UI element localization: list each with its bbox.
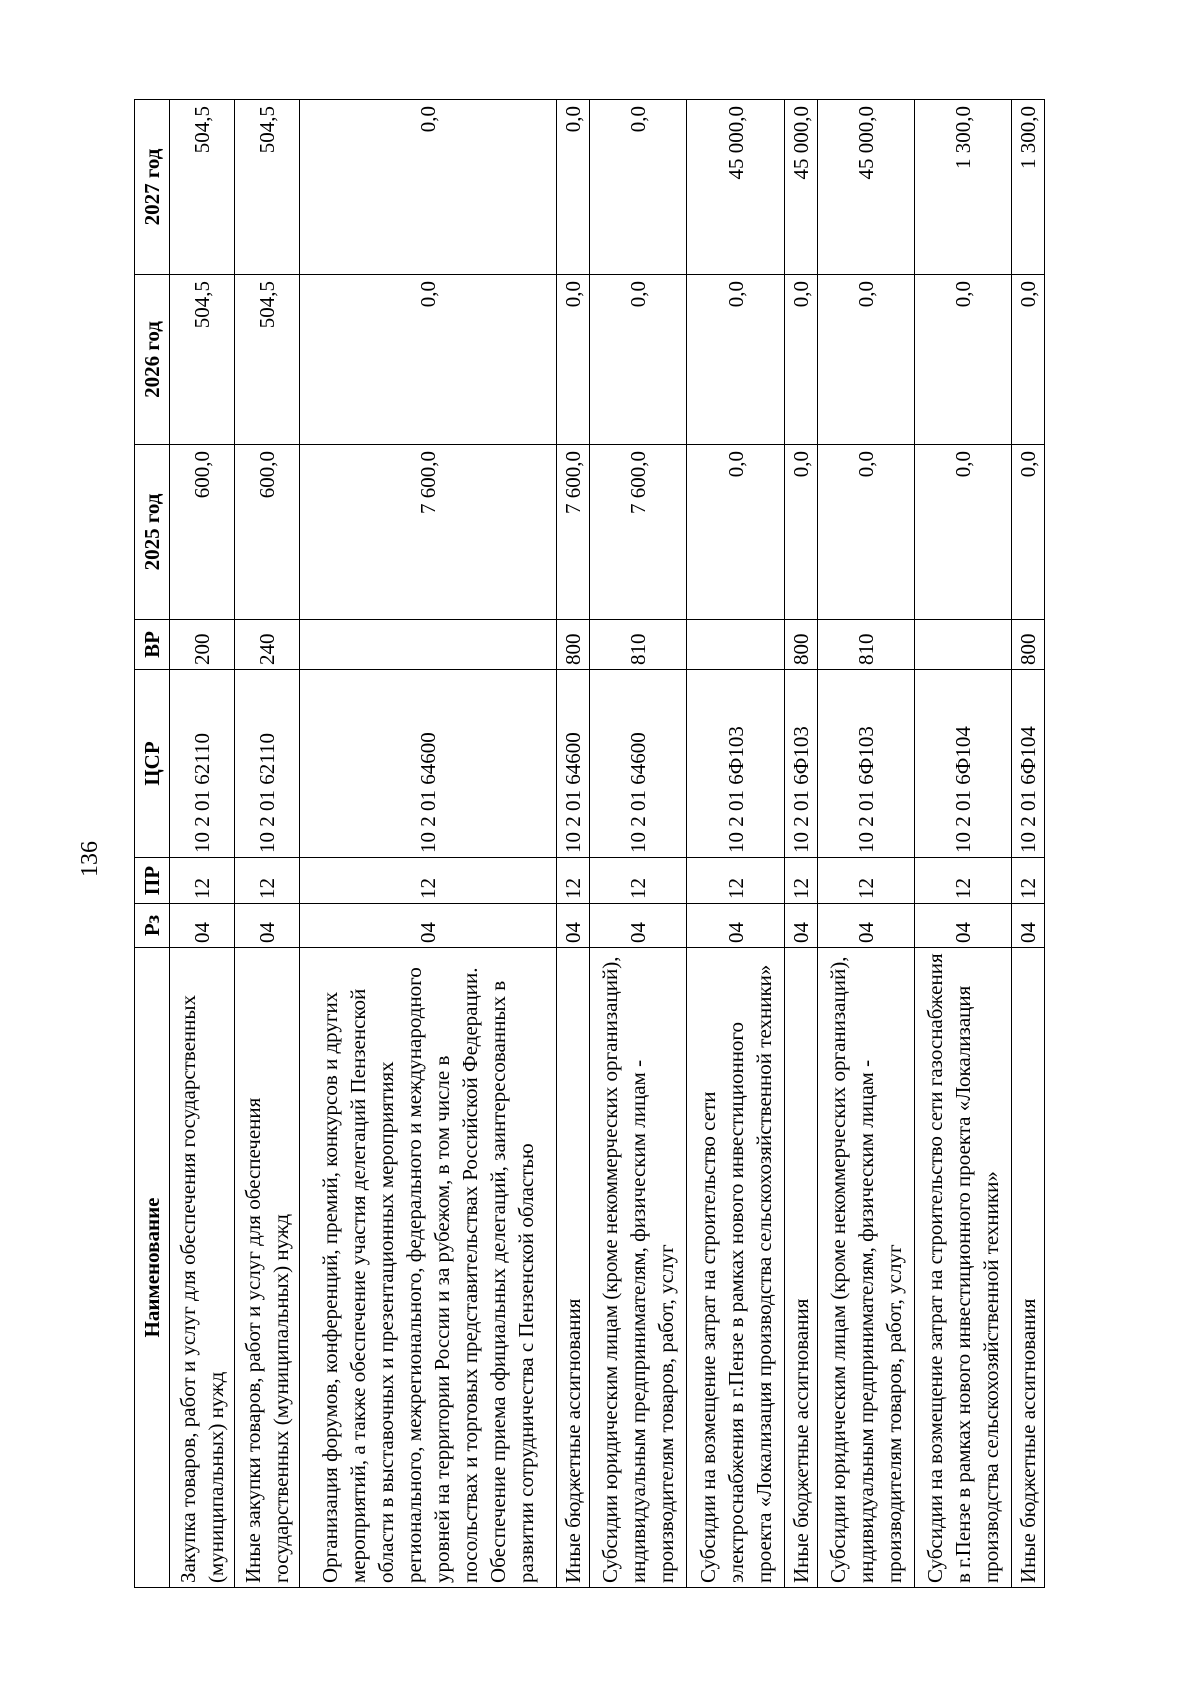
cell-csr: 10 2 01 6Ф104 xyxy=(914,670,1011,858)
cell-pr: 12 xyxy=(784,858,817,904)
cell-name: Иные бюджетные ассигнования xyxy=(784,948,817,1588)
header-row xyxy=(135,100,170,1588)
cell-2025: 0,0 xyxy=(784,445,817,620)
cell-name: Субсидии на возмещение затрат на строительство сети электроснабжения в г.Пензе в рамках нового инвестиционного проекта «Локализация производства сельскохозяйственной техники» xyxy=(687,948,784,1588)
cell-2026: 0,0 xyxy=(557,275,590,445)
cell-2027: 1 300,0 xyxy=(1011,100,1044,275)
cell-rz: 04 xyxy=(557,904,590,948)
cell-pr: 12 xyxy=(687,858,784,904)
table-row xyxy=(557,100,590,1588)
header-vr: ВР xyxy=(135,620,170,670)
cell-name: Субсидии юридическим лицам (кроме некоммерческих организаций), индивидуальным предпринимателям, физическим лицам - производителям товаров, работ, услуг xyxy=(590,948,687,1588)
header-csr: ЦСР xyxy=(135,670,170,858)
cell-2027: 45 000,0 xyxy=(687,100,784,275)
cell-name: Субсидии на возмещение затрат на строительство сети газоснабжения в г.Пензе в рамках нового инвестиционного проекта «Локализация производства сельскохозяйственной техники» xyxy=(914,948,1011,1588)
cell-rz: 04 xyxy=(784,904,817,948)
cell-csr: 10 2 01 62110 xyxy=(235,670,300,858)
cell-vr: 240 xyxy=(235,620,300,670)
cell-rz: 04 xyxy=(687,904,784,948)
cell-csr: 10 2 01 64600 xyxy=(590,670,687,858)
cell-2027: 0,0 xyxy=(557,100,590,275)
table-row xyxy=(170,100,235,1588)
cell-2027: 0,0 xyxy=(590,100,687,275)
cell-csr: 10 2 01 6Ф103 xyxy=(687,670,784,858)
cell-pr: 12 xyxy=(300,858,557,904)
table-row xyxy=(784,100,817,1588)
table-row xyxy=(914,100,1011,1588)
cell-2026: 0,0 xyxy=(300,275,557,445)
cell-pr: 12 xyxy=(914,858,1011,904)
cell-csr: 10 2 01 6Ф104 xyxy=(1011,670,1044,858)
cell-vr: 200 xyxy=(170,620,235,670)
header-2026: 2026 год xyxy=(135,275,170,445)
cell-2025: 0,0 xyxy=(914,445,1011,620)
cell-2027: 504,5 xyxy=(170,100,235,275)
table-row xyxy=(235,100,300,1588)
cell-2025: 7 600,0 xyxy=(557,445,590,620)
cell-name: Субсидии юридическим лицам (кроме некоммерческих организаций), индивидуальным предпринимателям, физическим лицам - производителям товаров, работ, услуг xyxy=(817,948,914,1588)
cell-rz: 04 xyxy=(817,904,914,948)
cell-2027: 0,0 xyxy=(300,100,557,275)
header-2027: 2027 год xyxy=(135,100,170,275)
cell-2026: 0,0 xyxy=(914,275,1011,445)
cell-2026: 504,5 xyxy=(170,275,235,445)
header-rz: Рз xyxy=(135,904,170,948)
cell-2025: 7 600,0 xyxy=(300,445,557,620)
page-number: 136 xyxy=(77,841,103,877)
header-pr: ПР xyxy=(135,858,170,904)
cell-2026: 0,0 xyxy=(817,275,914,445)
cell-2026: 0,0 xyxy=(1011,275,1044,445)
cell-name: Иные бюджетные ассигнования xyxy=(1011,948,1044,1588)
cell-csr: 10 2 01 62110 xyxy=(170,670,235,858)
cell-name: Иные закупки товаров, работ и услуг для обеспечения государственных (муниципальных) нужд xyxy=(235,948,300,1588)
cell-vr xyxy=(687,620,784,670)
cell-csr: 10 2 01 6Ф103 xyxy=(817,670,914,858)
cell-rz: 04 xyxy=(590,904,687,948)
cell-rz: 04 xyxy=(170,904,235,948)
cell-vr xyxy=(914,620,1011,670)
cell-2027: 45 000,0 xyxy=(817,100,914,275)
cell-2025: 0,0 xyxy=(817,445,914,620)
cell-2026: 0,0 xyxy=(784,275,817,445)
cell-2026: 0,0 xyxy=(590,275,687,445)
cell-pr: 12 xyxy=(817,858,914,904)
rotated-table-container xyxy=(134,100,1045,1588)
header-name: Наименование xyxy=(135,948,170,1588)
cell-vr: 800 xyxy=(1011,620,1044,670)
cell-vr: 810 xyxy=(817,620,914,670)
cell-2025: 0,0 xyxy=(1011,445,1044,620)
cell-rz: 04 xyxy=(914,904,1011,948)
cell-2025: 600,0 xyxy=(235,445,300,620)
cell-rz: 04 xyxy=(300,904,557,948)
cell-csr: 10 2 01 64600 xyxy=(557,670,590,858)
cell-rz: 04 xyxy=(1011,904,1044,948)
cell-name: Иные бюджетные ассигнования xyxy=(557,948,590,1588)
cell-2027: 1 300,0 xyxy=(914,100,1011,275)
table-row xyxy=(1011,100,1044,1588)
table-row xyxy=(590,100,687,1588)
cell-2025: 600,0 xyxy=(170,445,235,620)
cell-pr: 12 xyxy=(590,858,687,904)
header-2025: 2025 год xyxy=(135,445,170,620)
cell-csr: 10 2 01 6Ф103 xyxy=(784,670,817,858)
table-row xyxy=(300,100,557,1588)
cell-name: Организация форумов, конференций, премий, конкурсов и других мероприятий, а также обеспечение участия делегаций Пензенской области в выставочных и презентационных мероприятиях регионального, межрегионального, федерального и международного уровней на территории России и за рубежом, в том числе в посольствах и торговых представительствах Российской Федерации. Обеспечение приема официальных делегаций, заинтересованных в развитии сотрудничества с Пензенской областью xyxy=(300,948,557,1588)
cell-pr: 12 xyxy=(170,858,235,904)
cell-2025: 0,0 xyxy=(687,445,784,620)
cell-vr: 800 xyxy=(557,620,590,670)
cell-2026: 0,0 xyxy=(687,275,784,445)
table-row xyxy=(687,100,784,1588)
budget-table xyxy=(134,99,1045,1588)
cell-2027: 45 000,0 xyxy=(784,100,817,275)
cell-2026: 504,5 xyxy=(235,275,300,445)
cell-name: Закупка товаров, работ и услуг для обеспечения государственных (муниципальных) нужд xyxy=(170,948,235,1588)
cell-pr: 12 xyxy=(557,858,590,904)
cell-pr: 12 xyxy=(235,858,300,904)
table-row xyxy=(817,100,914,1588)
cell-vr xyxy=(300,620,557,670)
cell-pr: 12 xyxy=(1011,858,1044,904)
cell-csr: 10 2 01 64600 xyxy=(300,670,557,858)
cell-rz: 04 xyxy=(235,904,300,948)
cell-vr: 810 xyxy=(590,620,687,670)
cell-2027: 504,5 xyxy=(235,100,300,275)
cell-vr: 800 xyxy=(784,620,817,670)
cell-2025: 7 600,0 xyxy=(590,445,687,620)
